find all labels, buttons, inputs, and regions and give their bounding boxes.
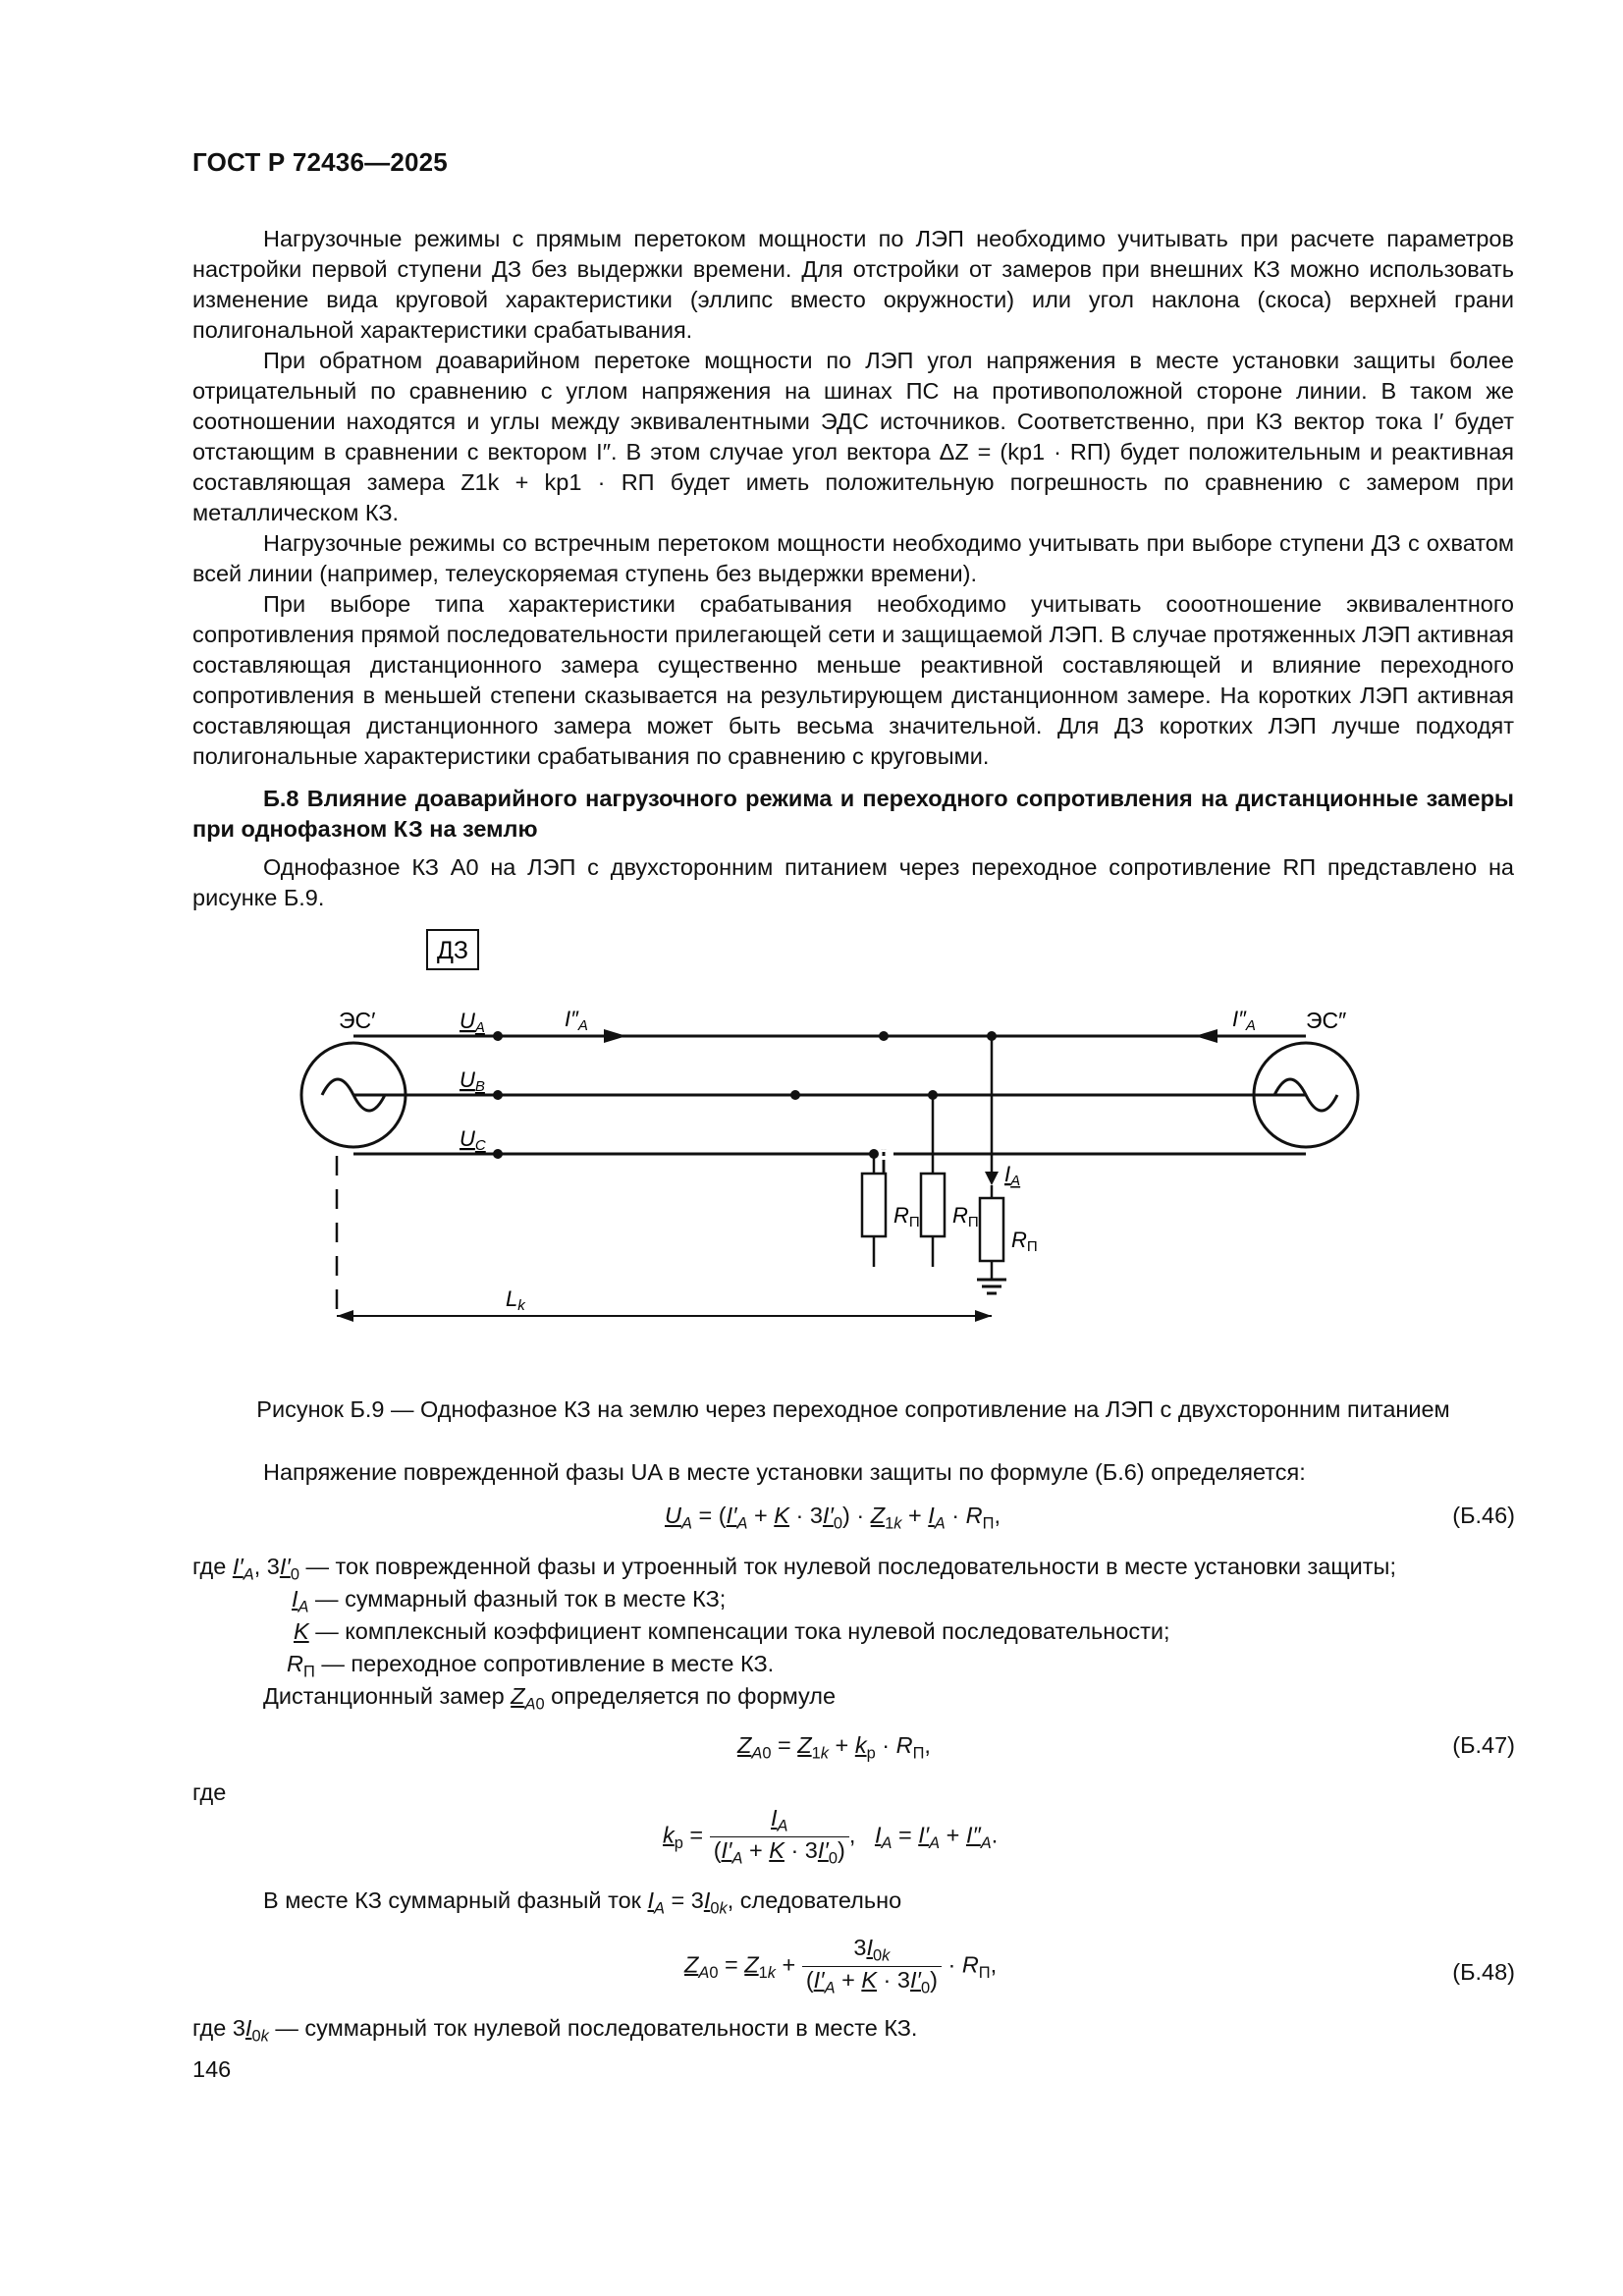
fault-current-arrow-icon [985,1172,999,1185]
fault-current-label: IA [1004,1162,1021,1189]
text-voltage: Напряжение поврежденной фазы UA в месте установки защиты по формуле (Б.6) определяется: [263,1459,1306,1485]
glossary-row-3: K — комплексный коэффициент компенсации тока нулевой последовательности; [294,1618,1170,1644]
paragraph-1: Нагрузочные режимы с прямым перетоком мощности по ЛЭП необходимо учитывать при расчете параметров настройки первой ступени ДЗ без выдержки времени. Для отстройки от замеров при внешних КЗ можно использовать изменение вида круговой характеристики (эллипс вместо окружности) или угол наклона (скоса) верхней грани полигональной характеристики срабатывания. [192,226,1514,343]
glossary-row-1: где $I'_A$, $3I'_0$ — ток поврежденной фазы и утроенный ток нулевой последовательности в месте установки защиты; [192,1554,1396,1584]
body-text-block [192,224,1514,913]
text-za0: Дистанционный замер $Z_{A0}$ определяется по формуле [263,1683,837,1714]
equation-b48: $Z_{A0} = Z_{1k}$ + $\frac{3I_{0k}}{(I'_A + K \cdot 3I'_0)}$ · $R_П$, [684,1935,998,1997]
equation-b47-number: (Б.47) [1452,1732,1515,1758]
equation-kp: $k_р$ = $\frac{I_A}{(I'_A + K \cdot 3I'_0)}$ , $I_A = I'_A + I''_A$. [663,1805,999,1868]
glossary-row-4: $R_П$ — переходное сопротивление в месте КЗ. [287,1651,775,1681]
current-right-label: I″A [1232,1007,1256,1034]
distance-label: Lk [506,1286,525,1314]
resistor-label-1: RП [893,1203,920,1230]
current-left-label: I″A [565,1007,588,1034]
resistor-rp-2 [921,1174,945,1236]
equation-b48-number: (Б.48) [1452,1959,1515,1985]
resistor-label-2: RП [952,1203,979,1230]
section-heading: Б.8 Влияние доаварийного нагрузочного режима и переходного сопротивления на дистанционные замеры при однофазном КЗ на землю [192,786,1514,842]
document-header: ГОСТ Р 72436—2025 [192,147,448,177]
page-number: 146 [192,2056,232,2082]
where-label: где [192,1779,227,1805]
voltage-ua: UA [460,1009,485,1036]
equation-b46: $U_A = (I'_A + K \cdot 3I'_0) \cdot Z_{1k} + I_A \cdot R_П$, [665,1503,1001,1533]
figure-b9-fault-network [285,928,1424,1375]
equation-b46-number: (Б.46) [1452,1503,1515,1528]
paragraph-3: Нагрузочные режимы со встречным перетоком мощности необходимо учитывать при выборе ступени ДЗ с охватом всей линии (например, телеускоряемая ступень без выдержки времени). [192,530,1514,586]
figure-caption: Рисунок Б.9 — Однофазное КЗ на землю через переходное сопротивление на ЛЭП с двухсторонним питанием [256,1396,1450,1422]
glossary-row-2: $I_A$ — суммарный фазный ток в месте КЗ; [292,1586,727,1616]
text-fault: В месте КЗ суммарный фазный ток $I_A = 3I_{0k}$, следовательно [263,1887,902,1918]
equation-b47: $Z_{A0} = Z_{1k} + k_р \cdot R_П$, [737,1732,931,1763]
source-right-label: ЭС″ [1306,1008,1347,1033]
voltage-ub: UB [460,1067,485,1095]
intro-paragraph: Однофазное КЗ А0 на ЛЭП с двухсторонним питанием через переходное сопротивление RП представлено на рисунке Б.9. [192,854,1514,910]
paragraph-2: При обратном доаварийном перетоке мощности по ЛЭП угол напряжения в месте установки защиты более отрицательный по сравнению с углом напряжения на шинах ПС на противоположной стороне линии. В таком же соотношении находятся и углы между эквивалентными ЭДС источников. Соответственно, при КЗ вектор тока I′ будет отстающим в сравнении с вектором I″. В этом случае угол вектора ΔZ = (kр1 · RП) будет положительным и реактивная составляющая замера Z1k + kр1 · RП будет иметь положительную погрешность по сравнению с замером при металлическом КЗ. [192,348,1514,525]
source-left-label: ЭС′ [339,1008,376,1033]
resistor-label-3: RП [1011,1228,1038,1255]
relay-label: ДЗ [436,937,469,964]
footnote: где $3I_{0k}$ — суммарный ток нулевой последовательности в месте КЗ. [192,2015,918,2046]
resistor-rp-1 [862,1174,886,1236]
voltage-uc: UC [460,1126,486,1154]
resistor-rp-3 [980,1198,1003,1261]
paragraph-4: При выборе типа характеристики срабатывания необходимо учитывать сооотношение эквивалентного сопротивления прямой последовательности прилегающей сети и защищаемой ЛЭП. В случае протяженных ЛЭП активная составляющая дистанционного замера существенно меньше реактивной составляющей и влияние переходного сопротивления в меньшей степени сказывается на результирующем дистанционном замере. На коротких ЛЭП активная составляющая дистанционного замера может быть весьма значительной. Для ДЗ коротких ЛЭП лучше подходят полигональные характеристики срабатывания по сравнению с круговыми. [192,591,1514,769]
